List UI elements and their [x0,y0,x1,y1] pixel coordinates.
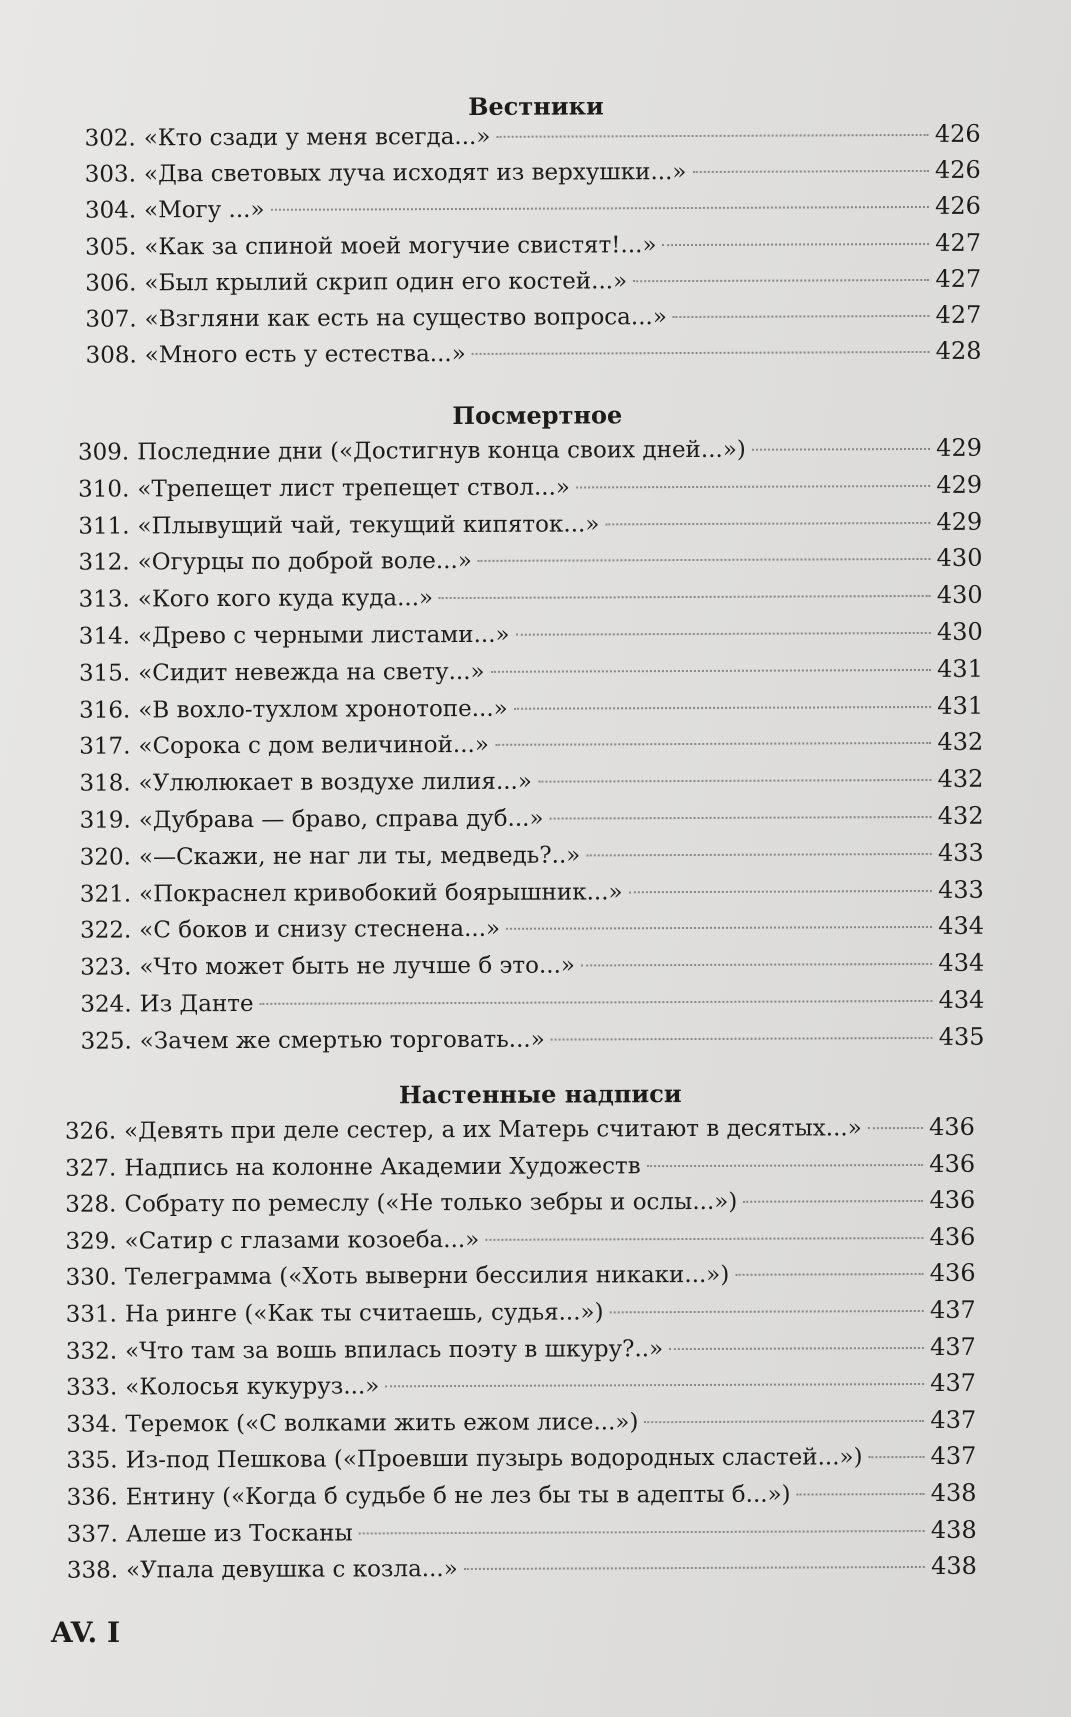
toc-entry[interactable] [65,1145,975,1185]
toc-entry[interactable] [85,297,981,337]
entry-title: «Упала девушка с козла...» [126,1556,458,1584]
entry-title: «Сидит невежда на свету...» [138,658,485,687]
entry-number: 309. [77,439,130,466]
entry-number: 324. [80,991,132,1018]
entry-page-number: 427 [935,300,982,329]
toc-entry[interactable] [79,761,983,801]
entry-page-number: 432 [937,728,984,757]
entry-page-number: 437 [930,1442,977,1471]
entry-number: 322. [80,917,132,945]
dot-leader [359,1530,925,1534]
entry-page-number: 438 [930,1478,977,1507]
entry-number: 331. [65,1301,118,1328]
entry-page-number: 431 [937,654,983,683]
entry-page-number: 430 [936,617,983,646]
toc-entry[interactable] [65,1255,975,1295]
entry-page-number: 427 [935,228,982,257]
toc-entry[interactable] [66,1475,976,1515]
entry-title: «Плывущий чай, текущий кипяток...» [137,510,600,539]
entry-title: Телеграмма («Хоть выверни бессилия никаки...») [124,1262,730,1291]
page-footer: AV. I [51,1616,121,1649]
entry-title: «Как за спиной моей могучие свистят!...» [144,231,657,260]
dot-leader [478,558,931,562]
entry-page-number: 429 [936,470,983,499]
entry-title: «Колосья кукуруз...» [125,1373,380,1401]
dot-leader [692,170,929,173]
entry-page-number: 438 [930,1551,977,1581]
dot-leader [385,1383,924,1387]
entry-title: «Был крылий скрип один его костей...» [144,268,628,297]
entry-page-number: 429 [936,507,983,536]
toc-entry[interactable] [85,261,981,301]
entry-page-number: 436 [929,1185,976,1215]
dot-leader [673,315,930,318]
toc-entry[interactable] [66,1438,976,1478]
dot-leader [485,1237,923,1241]
entry-title: Алеше из Тосканы [125,1520,353,1548]
dot-leader [735,1273,923,1276]
entry-number: 333. [65,1374,118,1401]
entry-page-number: 428 [935,336,982,366]
entry-number: 307. [85,306,137,333]
toc-entry[interactable] [85,333,981,373]
entry-title: Собрату по ремеслу («Не только зебры и ослы...») [124,1188,738,1218]
toc-entry[interactable] [80,1019,984,1059]
dot-leader [516,632,931,636]
entry-title: «Много есть у естества...» [144,341,466,369]
entry-number: 304. [84,197,137,225]
section-title: Посмертное [452,400,623,431]
entry-title: «Древо с черными листами...» [137,621,510,650]
toc-entry[interactable] [85,224,981,264]
toc-entry[interactable] [80,835,984,875]
entry-page-number: 430 [936,580,983,610]
dot-leader [551,1037,933,1041]
entry-number: 330. [65,1264,117,1292]
entry-number: 316. [79,697,131,724]
entry-number: 308. [85,342,137,369]
toc-entry[interactable] [79,577,983,617]
dot-leader [663,243,930,246]
entry-number: 326. [64,1118,117,1145]
entry-page-number: 426 [934,155,981,185]
toc-entry[interactable] [65,1182,975,1222]
entry-page-number: 438 [930,1515,977,1544]
entry-title: Надпись на колонне Академии Художеств [124,1152,641,1182]
entry-number: 312. [78,549,130,577]
toc-entry[interactable] [65,1219,975,1259]
entry-number: 338. [66,1557,119,1584]
entry-title: «Взгляни как есть на существо вопроса...» [144,304,667,333]
entry-page-number: 426 [935,192,981,221]
entry-page-number: 434 [938,912,985,941]
toc-entry[interactable] [65,1109,975,1149]
dot-leader [647,1164,924,1167]
toc-entry[interactable] [78,430,982,470]
toc-entry[interactable] [85,116,981,156]
toc-entry[interactable] [66,1402,976,1442]
entry-title: «Сатир с глазами козоеба...» [124,1226,480,1255]
dot-leader [439,595,931,599]
dot-leader [491,669,932,673]
entry-page-number: 431 [937,691,984,720]
toc-entry[interactable] [80,871,984,911]
entry-page-number: 433 [938,875,984,904]
entry-number: 334. [66,1411,118,1438]
entry-title: Из Данте [139,990,254,1018]
dot-leader [514,706,932,710]
toc-entry[interactable] [85,152,981,192]
dot-leader [743,1200,923,1203]
entry-page-number: 433 [937,838,984,867]
toc-entry[interactable] [66,1365,976,1405]
entry-title: «Кого кого куда куда...» [137,585,434,613]
entry-page-number: 437 [930,1332,976,1361]
dot-leader [610,1310,924,1313]
entry-page-number: 434 [938,985,985,1014]
dot-leader [581,963,932,967]
section-title: Вестники [468,91,604,121]
entry-number: 315. [78,660,131,687]
toc-entry[interactable] [67,1511,977,1551]
section-title: Настенные надписи [398,1079,682,1110]
dot-leader [576,485,930,489]
entry-title: Последние дни («Достигнув конца своих дней...») [137,436,746,466]
dot-leader [271,206,930,211]
entry-number: 310. [78,476,130,503]
entry-title: «Покраснел кривобокий боярышник...» [139,878,623,907]
toc-entry[interactable] [85,188,981,228]
entry-number: 329. [65,1228,117,1255]
entry-page-number: 432 [937,801,984,830]
entry-title: «Девять при деле сестер, а их Матерь считают в десятых...» [124,1115,862,1145]
entry-page-number: 436 [929,1112,975,1141]
toc-entry[interactable] [79,724,983,764]
dot-leader [868,1127,923,1129]
entry-title: «Что может быть не лучше б это...» [139,952,576,981]
entry-number: 306. [85,270,137,297]
dot-leader [586,853,932,857]
entry-title: «Два световых луча исходят из верхушки...» [143,159,687,188]
entry-title: «Кто сзади у меня всегда...» [143,123,491,152]
dot-leader [472,351,930,355]
entry-title: «—Скажи, не наг ли ты, медведь?..» [138,842,581,871]
toc-entry[interactable] [67,1548,977,1588]
toc-entry[interactable] [79,614,983,654]
entry-number: 320. [79,844,132,871]
entry-title: «Могу ...» [144,197,265,224]
toc-entry[interactable] [78,503,982,543]
entry-page-number: 429 [936,433,983,462]
toc-entry[interactable] [79,687,983,727]
toc-entry[interactable] [78,467,982,507]
entry-title: «С боков и снизу стеснена...» [139,916,501,944]
entry-number: 318. [79,770,131,797]
entry-page-number: 437 [930,1368,977,1398]
dot-leader [605,522,930,525]
entry-page-number: 437 [930,1405,977,1434]
dot-leader [629,890,933,893]
dot-leader [869,1456,925,1458]
entry-page-number: 435 [938,1022,985,1051]
dot-leader [797,1493,925,1496]
dot-leader [538,779,932,783]
entry-number: 323. [80,954,132,981]
entry-number: 337. [66,1521,118,1548]
entry-number: 327. [65,1155,117,1182]
entry-page-number: 436 [929,1259,976,1288]
entry-title: «Трепещет лист трепещет ствол...» [137,474,571,503]
entry-number: 332. [65,1338,118,1365]
entry-number: 317. [79,733,131,761]
entry-number: 311. [78,513,130,540]
dot-leader [644,1420,924,1423]
entry-page-number: 436 [929,1149,976,1178]
entry-title: Теремок («С волками жить ежом лисе...») [125,1409,639,1438]
entry-title: «В вохло-тухлом хронотопе...» [138,695,508,723]
dot-leader [495,742,932,746]
entry-title: «Что там за вошь впилась поэту в шкуру?..» [125,1335,664,1365]
entry-number: 305. [85,234,137,261]
toc-entry[interactable] [66,1328,976,1368]
dot-leader [550,816,932,820]
dot-leader [464,1566,925,1570]
entry-page-number: 427 [935,264,982,293]
toc-entry[interactable] [79,798,983,838]
dot-leader [669,1347,924,1350]
entry-number: 313. [78,586,130,613]
entry-title: «Дубрава — браво, справа дуб...» [138,805,544,834]
entry-title: «Огурцы по доброй воле...» [137,548,472,576]
entry-title: «Улюлюкает в воздухе лилия...» [138,768,532,797]
toc-entry[interactable] [80,945,984,985]
entry-page-number: 436 [929,1222,976,1251]
dot-leader [506,926,932,930]
entry-page-number: 432 [937,764,984,794]
entry-number: 335. [66,1447,118,1475]
entry-page-number: 434 [938,948,985,978]
entry-number: 302. [84,125,136,152]
toc-entry[interactable] [66,1292,976,1332]
dot-leader [633,279,929,282]
entry-number: 303. [84,161,137,188]
dot-leader [752,448,930,451]
dot-leader [496,134,928,138]
entry-title: Из-под Пешкова («Проевши пузырь водородных сластей...») [125,1444,863,1474]
entry-number: 319. [79,807,131,834]
entry-page-number: 426 [934,119,981,148]
entry-number: 314. [78,623,131,650]
entry-title: Ентину («Когда б судьбе б не лез бы ты в адепты б...») [125,1481,791,1511]
toc-entry[interactable] [80,982,984,1022]
toc-entry[interactable] [78,540,982,580]
toc-entry[interactable] [79,651,983,691]
entry-page-number: 437 [929,1295,976,1324]
entry-number: 325. [80,1028,132,1055]
toc-entry[interactable] [80,908,984,948]
entry-title: «Зачем же смертью торговать...» [139,1026,545,1055]
entry-number: 321. [79,881,132,908]
entry-number: 336. [66,1484,118,1511]
entry-number: 328. [65,1191,117,1218]
entry-title: «Сорока с дом величиной...» [138,732,489,760]
dot-leader [260,1000,933,1005]
entry-page-number: 430 [936,544,983,573]
entry-title: На ринге («Как ты считаешь, судья...») [124,1299,604,1328]
